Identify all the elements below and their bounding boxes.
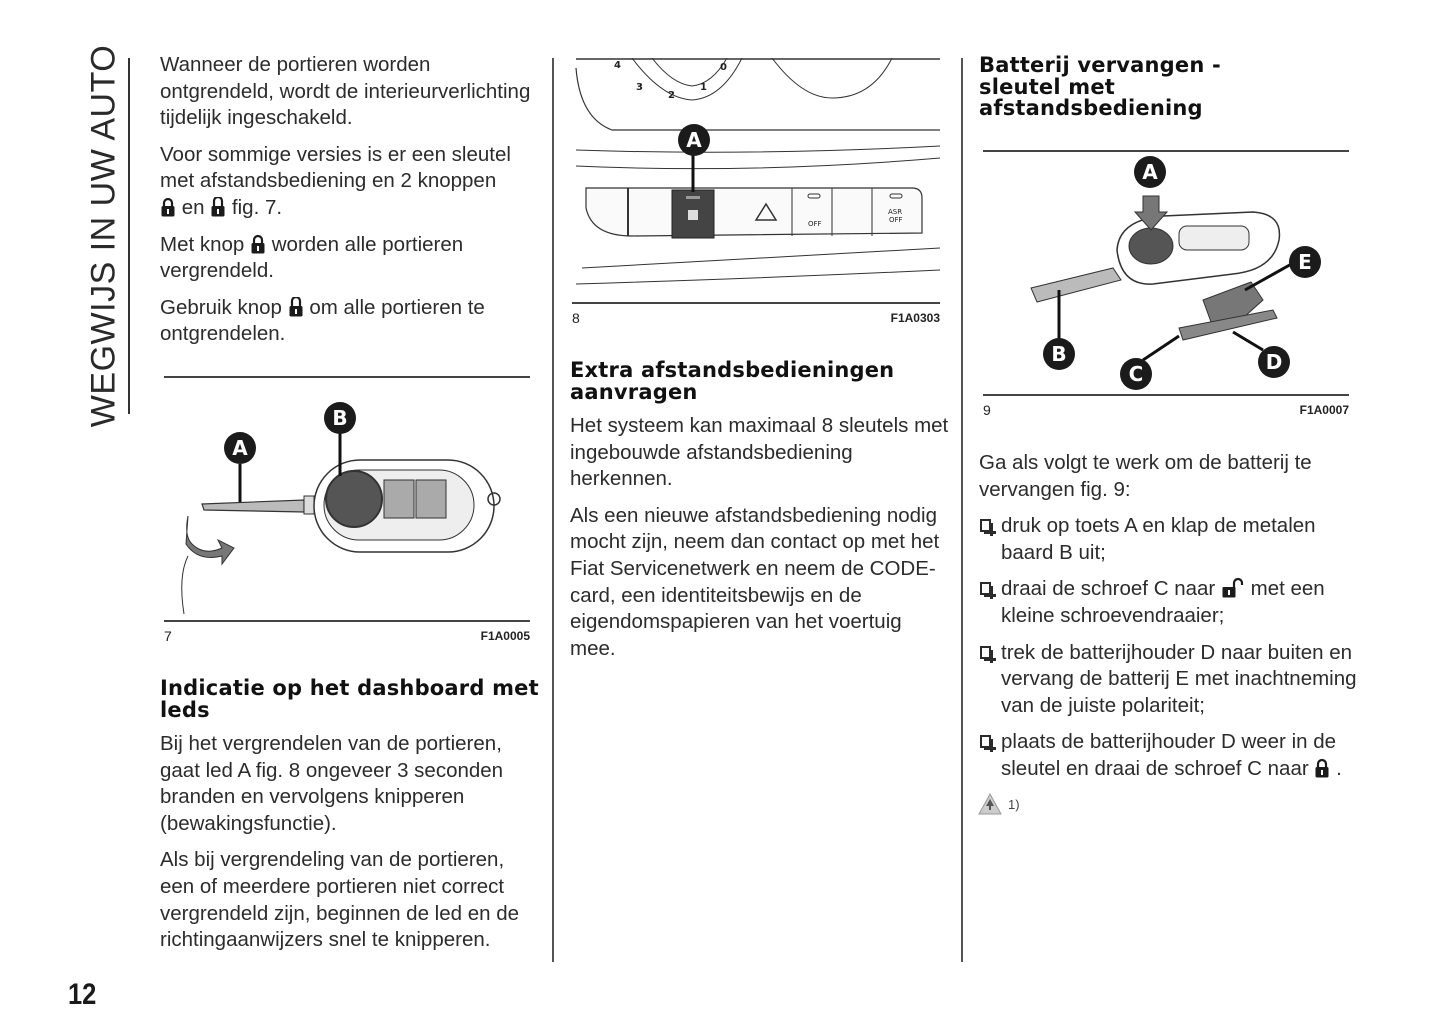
figure-8-dashboard <box>572 58 940 330</box>
step-text: draai de schroef C naar <box>1001 577 1216 601</box>
step-text: met een kleine schroevendraaier; <box>1001 577 1325 627</box>
paragraph <box>160 142 540 222</box>
dial-number-4: 4 <box>614 60 621 71</box>
paragraph <box>160 232 540 285</box>
paragraph-text: Voor sommige versies is er een sleutel met afstandsbediening en 2 knoppen <box>160 142 511 193</box>
callout-b: B <box>1043 338 1075 370</box>
paragraph: Het systeem kan maximaal 8 sleutels met ingebouwde afstandsbediening herkennen. <box>570 414 949 491</box>
svg-text:OFF: OFF <box>889 216 903 224</box>
paragraph: Bij het vergrendelen van de portieren, gaat led A fig. 8 ongeveer 3 seconden branden en vervolgens knipperen (bewakingsfunctie). <box>160 732 504 835</box>
paragraph <box>160 295 540 348</box>
callout-b: B <box>324 402 356 434</box>
step-list <box>979 513 1359 782</box>
step-text: druk op toets A en klap de metalen baard B uit; <box>1001 514 1316 564</box>
callout-a: A <box>1134 156 1166 188</box>
lock-open-icon <box>289 297 303 317</box>
column-divider-2 <box>961 58 963 962</box>
paragraph-text: en <box>181 195 205 219</box>
paragraph-text: Met knop <box>160 232 245 256</box>
column-1 <box>160 52 540 358</box>
section-heading: Extra afstandsbedieningen aanvragen <box>570 358 895 404</box>
column-3-heading <box>979 55 1309 130</box>
svg-text:1: 1 <box>700 82 707 93</box>
figure-number: 8 <box>572 310 580 326</box>
section-heading: Indicatie op het dashboard met leds <box>160 676 539 722</box>
column-divider-1 <box>552 58 554 962</box>
sidebar-divider <box>128 58 130 414</box>
callout-c: C <box>1120 358 1152 390</box>
dashboard-illustration <box>572 58 940 303</box>
lock-closed-icon <box>161 197 175 217</box>
list-item <box>979 729 1359 782</box>
callout-d: D <box>1258 346 1290 378</box>
callout-a: A <box>678 124 710 156</box>
page-number: 12 <box>68 978 97 1011</box>
figure-code: F1A0005 <box>480 629 530 643</box>
section-heading: Batterij vervangen - sleutel met afstandsbediening <box>979 53 1221 120</box>
figure-number: 7 <box>164 628 172 644</box>
column-1-lower <box>160 678 540 964</box>
step-text: plaats de batterijhouder D weer in de sleutel en draai de schroef C naar <box>1001 730 1337 780</box>
environment-note <box>978 792 1020 816</box>
paragraph: Wanneer de portieren worden ontgrendeld, wordt de interieurverlichting tijdelijk ingeschakeld. <box>160 53 531 130</box>
figure-bottom-rule <box>983 394 1349 396</box>
figure-code: F1A0007 <box>1299 403 1349 417</box>
step-text: . <box>1336 756 1342 780</box>
checkbox-bullet-icon <box>980 735 991 748</box>
section-title: WEGWIJS IN UW AUTO <box>84 44 123 428</box>
checkbox-bullet-icon <box>980 646 991 659</box>
lock-open-icon <box>1222 578 1244 598</box>
figure-7-key-fob <box>164 376 530 646</box>
checkbox-bullet-icon <box>980 519 991 532</box>
svg-text:3: 3 <box>636 82 643 93</box>
svg-text:OFF: OFF <box>808 220 822 228</box>
paragraph-text: om alle portieren te ontgrendelen. <box>160 295 485 346</box>
column-2-text <box>570 360 950 672</box>
callout-a: A <box>224 432 256 464</box>
paragraph: Als een nieuwe afstandsbediening nodig mocht zijn, neem dan contact op met het Fiat Servicenetwerk en neem de CODE-card, een identiteitsbewijs en de eigendomspapieren van het voertuig mee. <box>570 503 940 660</box>
callout-e: E <box>1289 246 1321 278</box>
svg-text:2: 2 <box>668 90 675 101</box>
column-3-text <box>979 450 1359 793</box>
svg-text:ASR: ASR <box>888 208 903 216</box>
paragraph-text: Gebruik knop <box>160 295 282 319</box>
figure-9-battery <box>983 150 1349 420</box>
intro-paragraph: Ga als volgt te werk om de batterij te vervangen fig. 9: <box>979 451 1312 501</box>
figure-bottom-rule <box>164 620 530 622</box>
list-item <box>979 576 1359 629</box>
environment-tree-icon <box>978 792 1002 816</box>
list-item <box>979 640 1359 720</box>
paragraph-text: worden alle portieren vergrendeld. <box>160 232 464 283</box>
section-title-vertical <box>84 44 123 428</box>
figure-reference: fig. 7. <box>231 195 283 219</box>
step-text: trek de batterijhouder D naar buiten en vervang de batterij E met inachtneming van de juiste polariteit; <box>1001 640 1357 717</box>
lock-closed-icon <box>251 234 265 254</box>
svg-text:0: 0 <box>720 62 727 73</box>
paragraph: Als bij vergrendeling van de portieren, een of meerdere portieren niet correct vergrendeld zijn, beginnen de led en de richtingaanwijzers snel te knipperen. <box>160 848 520 952</box>
figure-code: F1A0303 <box>890 311 940 325</box>
lock-closed-icon <box>1315 758 1329 778</box>
checkbox-bullet-icon <box>980 582 991 595</box>
figure-bottom-rule <box>572 302 940 304</box>
list-item <box>979 513 1359 566</box>
note-reference: 1) <box>1008 796 1020 812</box>
figure-number: 9 <box>983 402 991 418</box>
lock-open-icon <box>211 197 225 217</box>
